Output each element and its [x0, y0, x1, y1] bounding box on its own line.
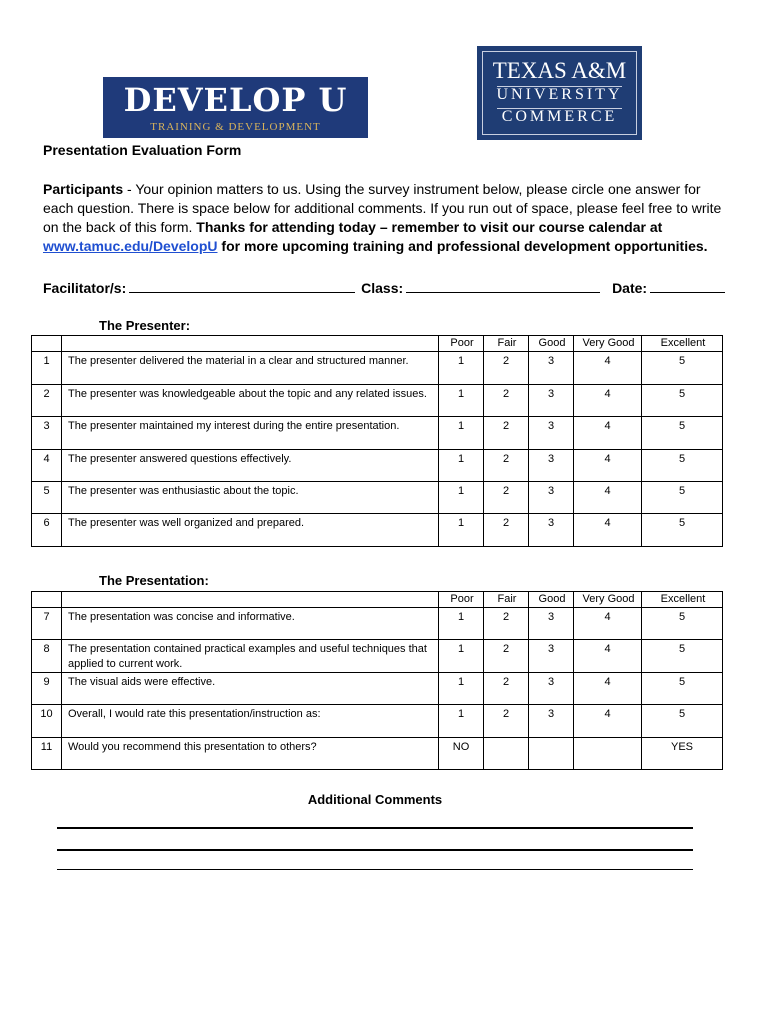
develop-u-logo-text: DEVELOP U: [123, 81, 348, 119]
presentation-section-title: The Presentation:: [99, 573, 209, 588]
rating-excellent[interactable]: 5: [642, 705, 723, 738]
excellent-header: Excellent: [642, 336, 723, 352]
page-title: Presentation Evaluation Form: [43, 142, 242, 158]
facilitator-field[interactable]: [129, 280, 355, 293]
question-number: 10: [32, 705, 62, 738]
thanks-text: Thanks for attending today – remember to visit our course calendar at: [196, 219, 663, 235]
rating-very-good[interactable]: 4: [574, 673, 642, 705]
rating-excellent[interactable]: 5: [642, 385, 723, 417]
rating-excellent[interactable]: 5: [642, 417, 723, 450]
rating-very-good[interactable]: 4: [574, 482, 642, 514]
question-number: 3: [32, 417, 62, 450]
table-row: [32, 738, 723, 770]
rating-good[interactable]: 3: [529, 514, 574, 547]
question-text: The presentation was concise and informative.: [62, 608, 439, 640]
question-number: 1: [32, 352, 62, 385]
rating-very-good[interactable]: 4: [574, 352, 642, 385]
question-text: The presenter was well organized and prepared.: [62, 514, 439, 547]
rating-fair[interactable]: 2: [484, 417, 529, 450]
rating-excellent[interactable]: 5: [642, 352, 723, 385]
rating-excellent[interactable]: 5: [642, 482, 723, 514]
rating-poor[interactable]: 1: [439, 514, 484, 547]
table-row: [32, 673, 723, 705]
tamu-logo-line1: TEXAS A&M: [492, 58, 627, 83]
date-field[interactable]: [650, 280, 725, 293]
question-text: The presenter was knowledgeable about the topic and any related issues.: [62, 385, 439, 417]
question-number: 5: [32, 482, 62, 514]
question-number: 8: [32, 640, 62, 673]
table-row: [32, 352, 723, 385]
rating-very-good[interactable]: 4: [574, 608, 642, 640]
question-text: Would you recommend this presentation to others?: [62, 738, 439, 770]
after-link-text: for more upcoming training and professional development opportunities.: [217, 238, 708, 254]
question-text: The presenter answered questions effectively.: [62, 450, 439, 482]
question-text: The presentation contained practical examples and useful techniques that applied to current work.: [62, 640, 439, 673]
rating-fair[interactable]: 2: [484, 385, 529, 417]
question-text: The presenter maintained my interest during the entire presentation.: [62, 417, 439, 450]
rating-very-good[interactable]: 4: [574, 450, 642, 482]
table-header-row: [32, 592, 723, 608]
table-row: [32, 514, 723, 547]
tamu-logo-line2: UNIVERSITY: [496, 86, 623, 103]
question-text: Overall, I would rate this presentation/instruction as:: [62, 705, 439, 738]
question-text: The presenter delivered the material in a clear and structured manner.: [62, 352, 439, 385]
question-number: 4: [32, 450, 62, 482]
table-row: [32, 450, 723, 482]
rating-very-good[interactable]: 4: [574, 705, 642, 738]
rating-fair[interactable]: 2: [484, 608, 529, 640]
question-number: 7: [32, 608, 62, 640]
comments-title: Additional Comments: [307, 792, 443, 807]
intro-text: - Your opinion matters to us. Using the survey instrument below, please circle one answer for each question. There is space below for additional comments. If you run out of space, please feel free to write on the back of this form.: [43, 181, 722, 235]
rating-good[interactable]: 3: [529, 608, 574, 640]
develop-u-logo-subtitle: TRAINING & DEVELOPMENT: [150, 121, 321, 133]
very-good-header: Very Good: [574, 336, 642, 352]
question-number: 2: [32, 385, 62, 417]
rating-good[interactable]: 3: [529, 352, 574, 385]
poor-header: Poor: [439, 336, 484, 352]
rating-poor[interactable]: 1: [439, 673, 484, 705]
answer-yes[interactable]: YES: [642, 738, 723, 770]
class-field[interactable]: [406, 280, 600, 293]
rating-very-good[interactable]: 4: [574, 640, 642, 673]
develop-u-link[interactable]: www.tamuc.edu/DevelopU: [43, 238, 218, 254]
intro-paragraph: [43, 180, 733, 256]
fair-header: Fair: [484, 336, 529, 352]
very-good-header: Very Good: [574, 592, 642, 608]
rating-poor[interactable]: 1: [439, 705, 484, 738]
comment-line[interactable]: [57, 869, 693, 870]
header-fields: [43, 280, 725, 296]
good-header: Good: [529, 336, 574, 352]
develop-u-logo: [103, 77, 368, 138]
rating-excellent[interactable]: 5: [642, 640, 723, 673]
presenter-section-title: The Presenter:: [99, 318, 191, 333]
rating-poor[interactable]: 1: [439, 417, 484, 450]
rating-poor[interactable]: 1: [439, 450, 484, 482]
table-row: [32, 385, 723, 417]
excellent-header: Excellent: [642, 592, 723, 608]
rating-good[interactable]: 3: [529, 417, 574, 450]
table-row: [32, 417, 723, 450]
presentation-table: [31, 591, 723, 770]
rating-fair[interactable]: 2: [484, 450, 529, 482]
question-number: 11: [32, 738, 62, 770]
tamu-commerce-logo: [477, 46, 642, 140]
table-row: [32, 482, 723, 514]
date-label: Date:: [612, 280, 648, 296]
rating-very-good[interactable]: 4: [574, 385, 642, 417]
rating-poor[interactable]: 1: [439, 385, 484, 417]
table-row: [32, 640, 723, 673]
question-number: 9: [32, 673, 62, 705]
comment-line[interactable]: [57, 849, 693, 851]
rating-good[interactable]: 3: [529, 673, 574, 705]
rating-good[interactable]: 3: [529, 385, 574, 417]
rating-fair[interactable]: 2: [484, 640, 529, 673]
rating-poor[interactable]: 1: [439, 352, 484, 385]
rating-poor[interactable]: 1: [439, 482, 484, 514]
rating-fair[interactable]: 2: [484, 673, 529, 705]
rating-very-good[interactable]: 4: [574, 514, 642, 547]
rating-poor[interactable]: 1: [439, 640, 484, 673]
participants-label: Participants: [43, 181, 124, 197]
rating-fair[interactable]: 2: [484, 482, 529, 514]
rating-poor[interactable]: 1: [439, 608, 484, 640]
question-text: The presenter was enthusiastic about the topic.: [62, 482, 439, 514]
tamu-logo-line3: COMMERCE: [501, 108, 618, 125]
fair-header: Fair: [484, 592, 529, 608]
poor-header: Poor: [439, 592, 484, 608]
rating-good[interactable]: 3: [529, 705, 574, 738]
rating-excellent[interactable]: 5: [642, 608, 723, 640]
good-header: Good: [529, 592, 574, 608]
rating-good[interactable]: 3: [529, 640, 574, 673]
answer-no[interactable]: NO: [439, 738, 484, 770]
rating-very-good[interactable]: 4: [574, 417, 642, 450]
facilitator-label: Facilitator/s:: [43, 280, 127, 296]
rating-fair[interactable]: 2: [484, 352, 529, 385]
table-row: [32, 705, 723, 738]
question-number: 6: [32, 514, 62, 547]
rating-excellent[interactable]: 5: [642, 450, 723, 482]
rating-fair[interactable]: 2: [484, 514, 529, 547]
question-text: The visual aids were effective.: [62, 673, 439, 705]
rating-fair[interactable]: 2: [484, 705, 529, 738]
rating-excellent[interactable]: 5: [642, 673, 723, 705]
presenter-table: [31, 335, 723, 547]
class-label: Class:: [361, 280, 404, 296]
tamu-logo-frame: [482, 51, 637, 135]
rating-good[interactable]: 3: [529, 450, 574, 482]
comment-line[interactable]: [57, 827, 693, 829]
table-row: [32, 608, 723, 640]
table-header-row: [32, 336, 723, 352]
rating-excellent[interactable]: 5: [642, 514, 723, 547]
rating-good[interactable]: 3: [529, 482, 574, 514]
